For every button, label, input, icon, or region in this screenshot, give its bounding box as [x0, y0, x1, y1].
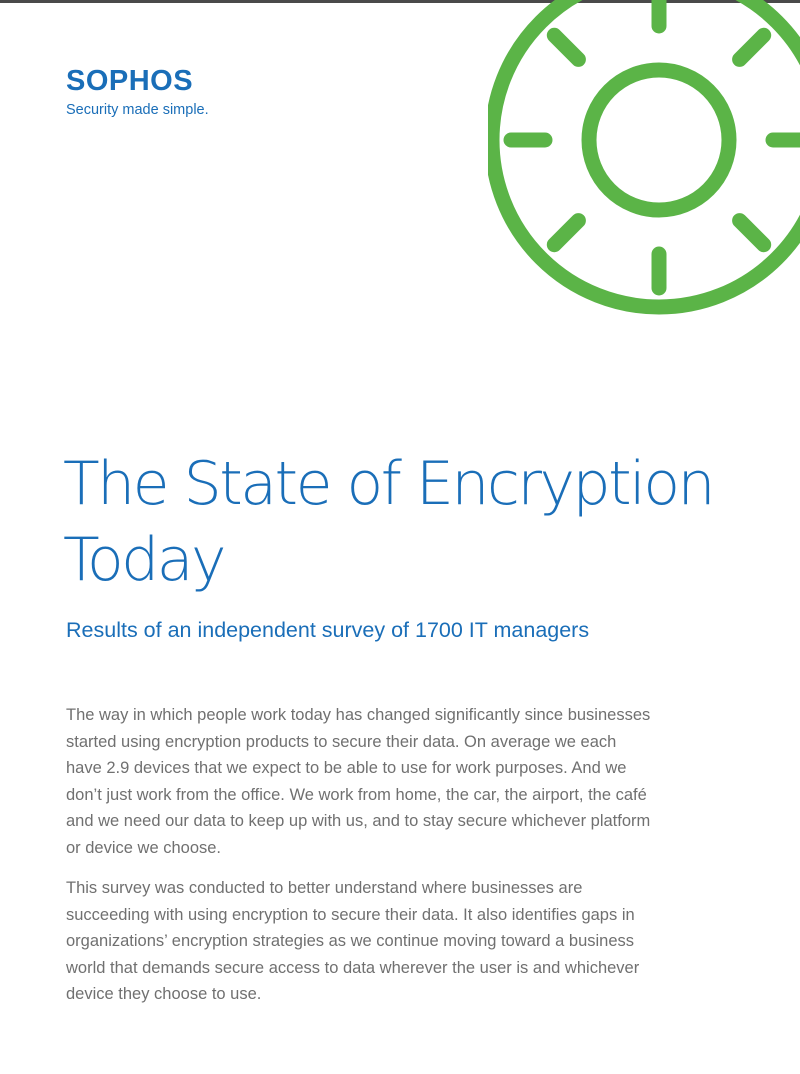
page-subtitle: Results of an independent survey of 1700 IT managers [66, 618, 590, 642]
gear-spoke [554, 35, 578, 59]
gear-icon [488, 0, 800, 320]
title-line-1: The State of Encryption [63, 449, 714, 519]
page-title [63, 446, 763, 598]
gear-spoke [740, 35, 764, 59]
intro-body [66, 702, 656, 1022]
title-line-2: Today [63, 525, 225, 595]
logo-tagline: Security made simple. [66, 102, 209, 118]
logo-wordmark: SOPHOS [66, 65, 194, 97]
intro-paragraph-2: This survey was conducted to better understand where businesses are succeeding with using encryption to secure their data. It also identifies gaps in organizations’ encryption strategies as we continue moving toward a business world that demands secure access to data wherever the user is and whichever device they choose to use. [66, 879, 640, 1003]
gear-spoke [740, 221, 764, 245]
gear-spoke [554, 221, 578, 245]
sophos-logo [66, 64, 266, 119]
intro-paragraph-1: The way in which people work today has changed significantly since businesses started using encryption products to secure their data. On average we each have 2.9 devices that we expect to be able to use for work purposes. And we don’t just work from the office. We work from home, the car, the airport, the café and we need our data to keep up with us, and to stay secure whichever platform or device we choose. [66, 706, 651, 857]
